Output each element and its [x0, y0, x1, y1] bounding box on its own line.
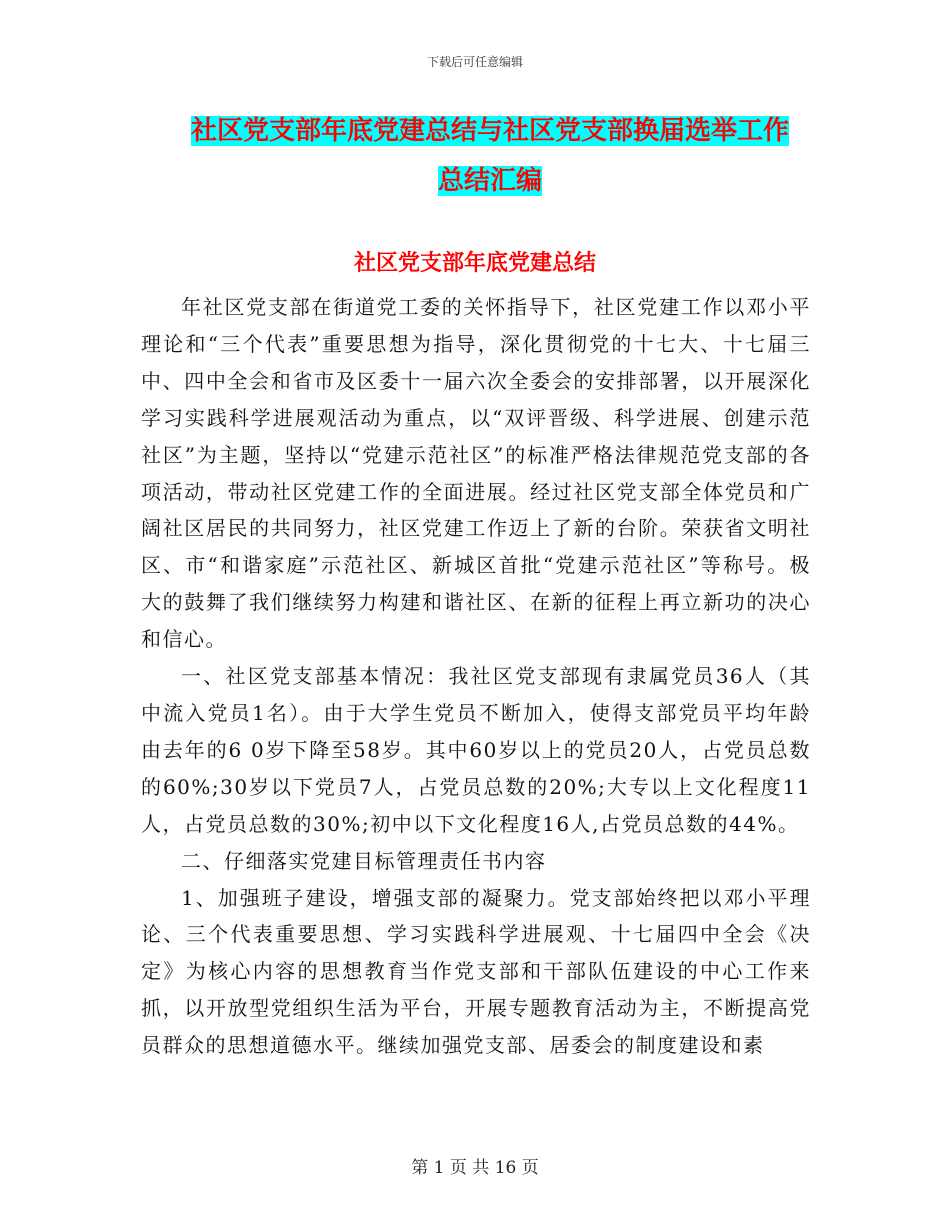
page-number: 第 1 页 共 16 页 — [411, 1158, 539, 1178]
document-title-line-1: 社区党支部年底党建总结与社区党支部换届选举工作 — [190, 116, 789, 146]
document-title-line-2: 总结汇编 — [437, 166, 542, 196]
paragraph-basic-info: 一、社区党支部基本情况：我社区党支部现有隶属党员36人（其中流入党员1名）。由于大学生党员不断加入，使得支部党员平均年龄由去年的6 0岁下降至58岁。其中60岁以上的党员20人，占党员总数的60%;30岁以下党员7人，占党员总数的20%;大专以上文化程度11人，占党员总数的30%;初中以下文化程度16人,占党员总数的44%。 — [141, 664, 811, 836]
document-title — [140, 106, 840, 206]
paragraph-heading-two: 二、仔细落实党建目标管理责任书内容 — [181, 848, 547, 873]
section-title: 社区党支部年底党建总结 — [353, 251, 596, 276]
document-body — [141, 289, 811, 1064]
page-header-note: 下载后可任意编辑 — [426, 55, 523, 69]
paragraph-intro: 年社区党支部在街道党工委的关怀指导下，社区党建工作以邓小平理论和“三个代表”重要思想为指导，深化贯彻党的十七大、十七届三中、四中全会和省市及区委十一届六次全委会的安排部署，以开展深化学习实践科学进展观活动为重点，以“双评晋级、科学进展、创建示范社区”为主题，坚持以“党建示范社区”的标准严格法律规范党支部的各项活动，带动社区党建工作的全面进展。经过社区党支部全体党员和广阔社区居民的共同努力，社区党建工作迈上了新的台阶。荣获省文明社区、市“和谐家庭”示范社区、新城区首批“党建示范社区”等称号。极大的鼓舞了我们继续努力构建和谐社区、在新的征程上再立新功的决心和信心。 — [141, 295, 811, 652]
paragraph-team-building: 1、加强班子建设，增强支部的凝聚力。党支部始终把以邓小平理论、三个代表重要思想、学习实践科学进展观、十七届四中全会《决定》为核心内容的思想教育当作党支部和干部队伍建设的中心工作来抓，以开放型党组织生活为平台，开展专题教育活动为主，不断提高党员群众的思想道德水平。继续加强党支部、居委会的制度建设和素 — [141, 885, 811, 1058]
